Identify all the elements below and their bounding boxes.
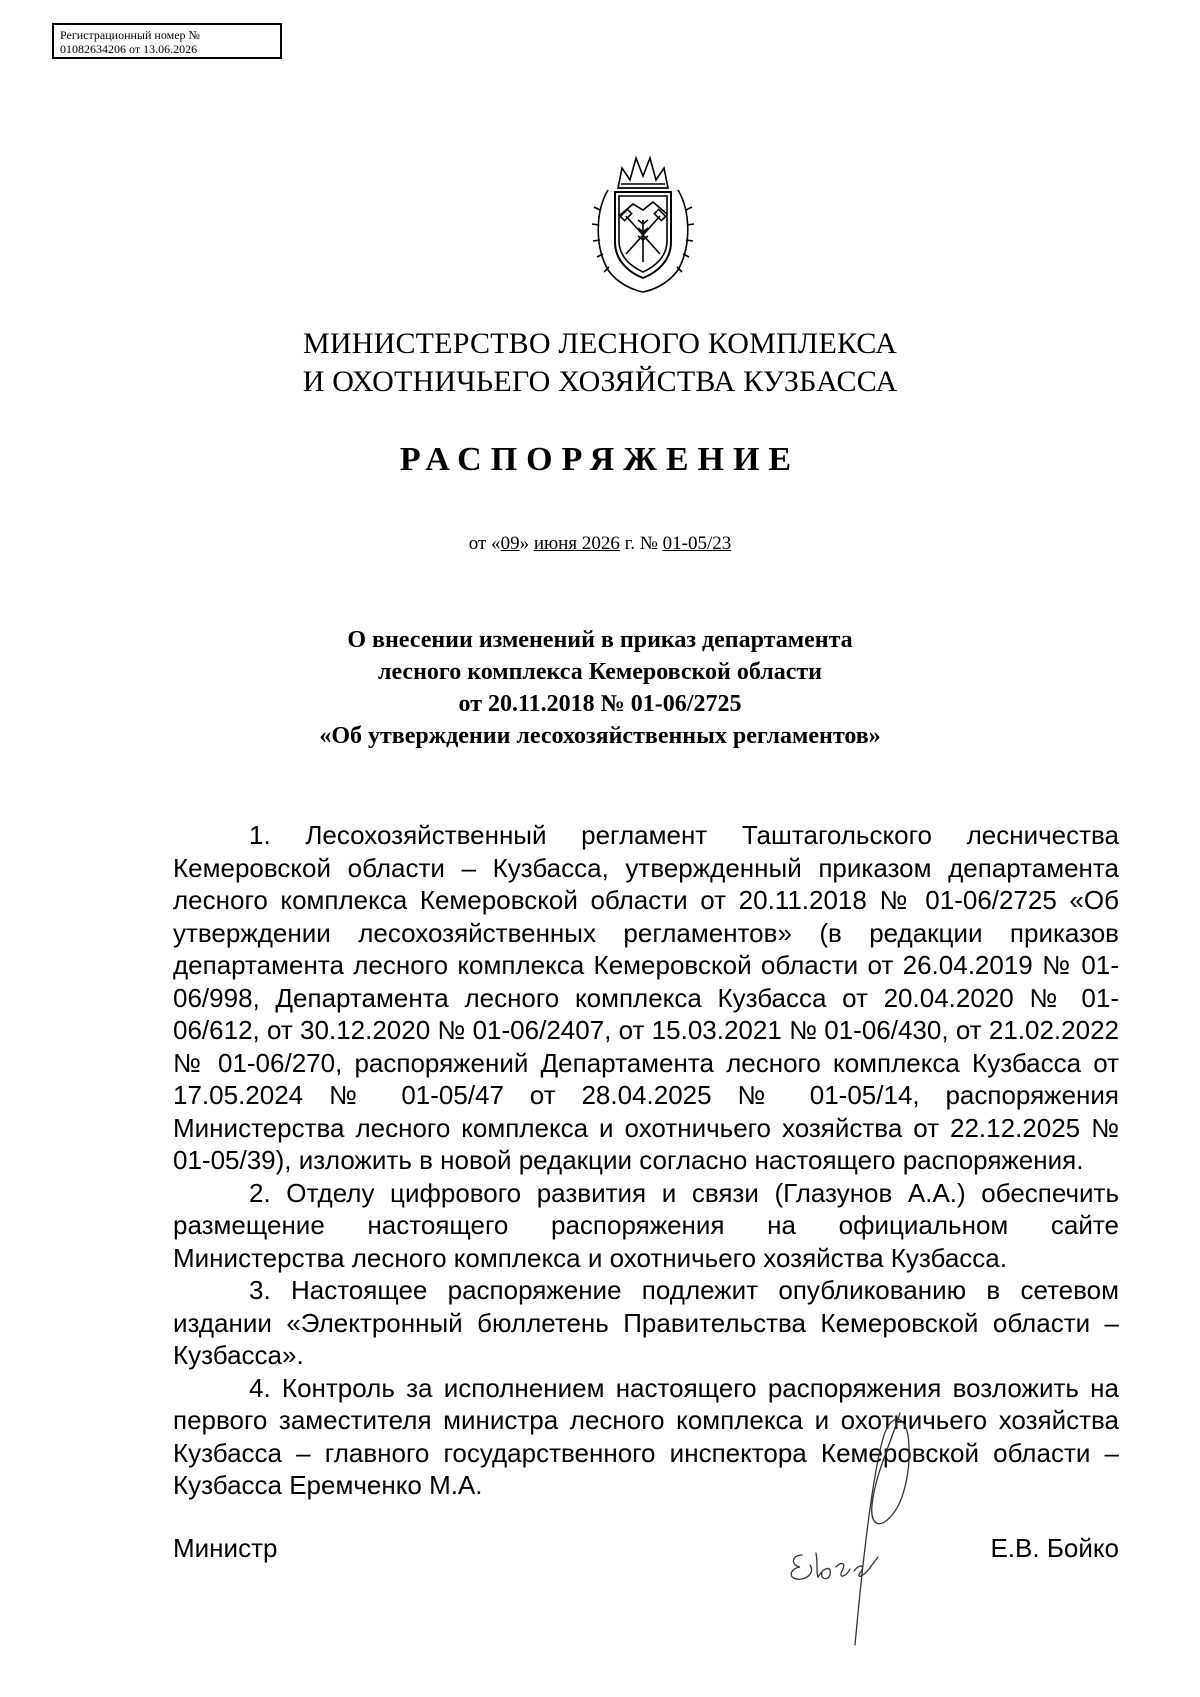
subject-line3: от 20.11.2018 № 01-06/2725 bbox=[458, 691, 742, 717]
ministry-name-line2: И ОХОТНИЧЬЕГО ХОЗЯЙСТВА КУЗБАССА bbox=[302, 365, 898, 398]
signatory-title: Министр bbox=[173, 1533, 278, 1563]
date-suffix: г. № bbox=[619, 533, 663, 554]
document-body bbox=[173, 819, 1119, 1502]
ministry-name-line1: МИНИСТЕРСТВО ЛЕСНОГО КОМПЛЕКСА bbox=[302, 327, 898, 360]
subject-line4: «Об утверждении лесохозяйственных регламентов» bbox=[319, 723, 881, 749]
registration-stamp bbox=[52, 23, 282, 59]
subject-line1: О внесении изменений в приказ департамента bbox=[347, 627, 853, 653]
kuzbass-coat-of-arms-icon bbox=[588, 150, 698, 300]
date-mid: » bbox=[519, 533, 534, 554]
signatory-name: Е.В. Бойко bbox=[990, 1533, 1119, 1563]
registration-stamp-line2: 01082634206 от 13.06.2026 bbox=[60, 42, 198, 56]
date-prefix: от « bbox=[468, 533, 501, 554]
paragraph-2: 2. Отделу цифрового развития и связи (Глазунов А.А.) обеспечить размещение настоящего распоряжения на официальном сайте Министерства лесного комплекса и охотничьего хозяйства Кузбасса. bbox=[173, 1177, 1119, 1273]
document-subject bbox=[0, 624, 1200, 752]
handwritten-signature-icon bbox=[780, 1405, 950, 1655]
date-month-year: июня 2026 bbox=[533, 533, 620, 554]
registration-stamp-line1: Регистрационный номер № bbox=[60, 28, 200, 42]
paragraph-4: 4. Контроль за исполнением настоящего распоряжения возложить на первого заместителя министра лесного комплекса и охотничьего хозяйства Кузбасса – главного государственного инспектора Кемеровской области – Кузбасса Еремченко М.А. bbox=[173, 1372, 1119, 1500]
document-type-title: РАСПОРЯЖЕНИЕ bbox=[399, 441, 801, 478]
subject-line2: лесного комплекса Кемеровской области bbox=[378, 659, 822, 685]
signature-block bbox=[173, 1532, 1119, 1572]
paragraph-3: 3. Настоящее распоряжение подлежит опубликованию в сетевом издании «Электронный бюллетень Правительства Кемеровской области – Кузбасса». bbox=[173, 1275, 1119, 1370]
document-date-number bbox=[0, 532, 1200, 556]
date-day: 09 bbox=[500, 533, 520, 554]
paragraph-1: 1. Лесохозяйственный регламент Таштагольского лесничества Кемеровской области – Кузбасса, утвержденный приказом департамента лесного комплекса Кемеровской области от 20.11.2018 № 01-06/2725 «Об утверждении лесохозяйственных регламентов» (в редакции приказов департамента лесного комплекса Кемеровской области от 26.04.2019 № 01-06/998, Департамента лесного комплекса Кузбасса от 20.04.2020 № 01-06/612, от 30.12.2020 № 01-06/2407, от 15.03.2021 № 01-06/430, от 21.02.2022 № 01-06/270, распоряжений Департамента лесного комплекса Кузбасса от 17.05.2024 № 01-05/47 от 28.04.2025 № 01-05/14, распоряжения Министерства лесного комплекса и охотничьего хозяйства от 22.12.2025 № 01-05/39), изложить в новой редакции согласно настоящего распоряжения. bbox=[173, 820, 1119, 1175]
document-number: 01-05/23 bbox=[662, 533, 732, 554]
